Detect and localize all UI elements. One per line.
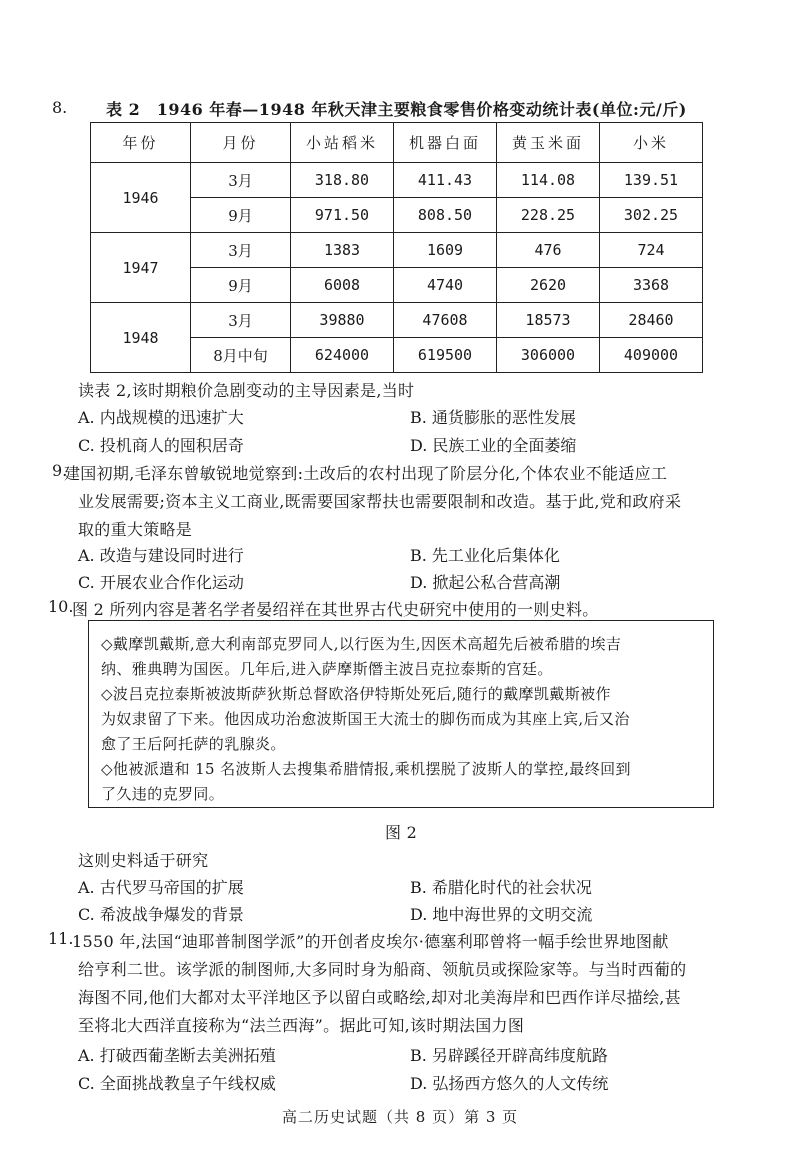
question-8-stem: 读表 2,该时期粮价急剧变动的主导因素是,当时 (78, 381, 415, 400)
q11-option-c[interactable]: C. 全面挑战教皇子午线权威 (78, 1074, 276, 1093)
year-cell: 1948 (91, 303, 191, 373)
value-cell: 2620 (497, 268, 600, 303)
q8-option-c[interactable]: C. 投机商人的囤积居奇 (78, 436, 244, 455)
value-cell: 624000 (291, 338, 394, 373)
question-9-line-2: 业发展需要;资本主义工商业,既需要国家帮扶也需要限制和改造。基于此,党和政府采 (78, 492, 682, 511)
table-header-row (91, 123, 703, 163)
question-11-line-1: 1550 年,法国“迪耶普制图学派”的开创者皮埃尔·德塞利耶曾将一幅手绘世界地图献 (72, 932, 669, 951)
figure-2-caption: 图 2 (385, 823, 418, 842)
question-11-line-3: 海图不同,他们大都对太平洋地区予以留白或略绘,却对北美海岸和巴西作详尽描绘,甚 (78, 988, 681, 1007)
table-2-title: 表 2 1946 年春—1948 年秋天津主要粮食零售价格变动统计表(单位:元/斤) (106, 100, 687, 119)
q8-option-b[interactable]: B. 通货膨胀的恶性发展 (410, 408, 576, 427)
value-cell: 619500 (394, 338, 497, 373)
value-cell: 228.25 (497, 198, 600, 233)
header-xiaozhan-rice: 小站稻米 (291, 123, 394, 163)
value-cell: 808.50 (394, 198, 497, 233)
q8-option-d[interactable]: D. 民族工业的全面萎缩 (410, 436, 577, 455)
q10-option-b[interactable]: B. 希腊化时代的社会状况 (410, 878, 592, 897)
table-row (91, 303, 703, 338)
source-line: ◇戴摩凯戴斯,意大利南部克罗同人,以行医为生,因医术高超先后被希腊的埃吉 (101, 635, 622, 653)
source-line: ◇他被派遣和 15 名波斯人去搜集希腊情报,乘机摆脱了波斯人的掌控,最终回到 (101, 760, 631, 778)
q11-option-d[interactable]: D. 弘扬西方悠久的人文传统 (410, 1074, 609, 1093)
header-machine-flour: 机器白面 (394, 123, 497, 163)
source-line: 愈了王后阿托萨的乳腺炎。 (101, 735, 286, 753)
value-cell: 318.80 (291, 163, 394, 198)
year-cell: 1947 (91, 233, 191, 303)
value-cell: 1609 (394, 233, 497, 268)
question-10-question: 这则史料适于研究 (78, 851, 209, 870)
month-cell: 8月中旬 (191, 338, 291, 373)
source-line: 纳、雅典聘为国医。几年后,进入萨摩斯僭主波吕克拉泰斯的宫廷。 (101, 660, 553, 678)
q10-option-a[interactable]: A. 古代罗马帝国的扩展 (78, 878, 244, 897)
value-cell: 18573 (497, 303, 600, 338)
q9-option-b[interactable]: B. 先工业化后集体化 (410, 546, 560, 565)
question-11-line-4: 至将北大西洋直接称为“法兰西海”。据此可知,该时期法国力图 (78, 1016, 525, 1035)
header-year: 年份 (91, 123, 191, 163)
header-millet: 小米 (600, 123, 703, 163)
value-cell: 409000 (600, 338, 703, 373)
year-cell: 1946 (91, 163, 191, 233)
q9-option-d[interactable]: D. 掀起公私合营高潮 (410, 573, 561, 592)
month-cell: 9月 (191, 198, 291, 233)
value-cell: 306000 (497, 338, 600, 373)
header-corn-flour: 黄玉米面 (497, 123, 600, 163)
value-cell: 114.08 (497, 163, 600, 198)
month-cell: 9月 (191, 268, 291, 303)
value-cell: 1383 (291, 233, 394, 268)
header-month: 月份 (191, 123, 291, 163)
q10-option-c[interactable]: C. 希波战争爆发的背景 (78, 905, 244, 924)
q11-option-b[interactable]: B. 另辟蹊径开辟高纬度航路 (410, 1046, 608, 1065)
question-8-number: 8. (52, 98, 68, 117)
value-cell: 476 (497, 233, 600, 268)
question-9-line-1: 建国初期,毛泽东曾敏锐地觉察到:土改后的农村出现了阶层分化,个体农业不能适应工 (64, 464, 668, 483)
source-line: 了久违的克罗同。 (101, 785, 225, 803)
question-10-stem: 图 2 所列内容是著名学者晏绍祥在其世界古代史研究中使用的一则史料。 (72, 600, 599, 619)
q9-option-a[interactable]: A. 改造与建设同时进行 (78, 546, 244, 565)
q9-option-c[interactable]: C. 开展农业合作化运动 (78, 573, 244, 592)
month-cell: 3月 (191, 163, 291, 198)
table-row (91, 233, 703, 268)
source-line: ◇波吕克拉泰斯被波斯萨狄斯总督欧洛伊特斯处死后,随行的戴摩凯戴斯被作 (101, 685, 611, 703)
page-footer: 高二历史试题（共 8 页）第 3 页 (282, 1108, 519, 1126)
value-cell: 411.43 (394, 163, 497, 198)
q11-option-a[interactable]: A. 打破西葡垄断去美洲拓殖 (78, 1046, 276, 1065)
value-cell: 4740 (394, 268, 497, 303)
q10-option-d[interactable]: D. 地中海世界的文明交流 (410, 905, 593, 924)
grain-price-table (90, 122, 703, 373)
question-9-number: 9. (52, 461, 68, 480)
question-10-number: 10. (48, 597, 74, 616)
figure-2-source-box (88, 620, 714, 808)
value-cell: 302.25 (600, 198, 703, 233)
question-11-line-2: 给亨利二世。该学派的制图师,大多同时身为船商、领航员或探险家等。与当时西葡的 (78, 960, 687, 979)
table-row (91, 163, 703, 198)
value-cell: 724 (600, 233, 703, 268)
value-cell: 28460 (600, 303, 703, 338)
value-cell: 139.51 (600, 163, 703, 198)
value-cell: 47608 (394, 303, 497, 338)
question-9-line-3: 取的重大策略是 (78, 520, 193, 539)
value-cell: 6008 (291, 268, 394, 303)
source-line: 为奴隶留了下来。他因成功治愈波斯国王大流士的脚伤而成为其座上宾,后又治 (101, 710, 630, 728)
month-cell: 3月 (191, 233, 291, 268)
value-cell: 3368 (600, 268, 703, 303)
month-cell: 3月 (191, 303, 291, 338)
value-cell: 39880 (291, 303, 394, 338)
question-11-number: 11. (48, 929, 74, 948)
value-cell: 971.50 (291, 198, 394, 233)
q8-option-a[interactable]: A. 内战规模的迅速扩大 (78, 408, 244, 427)
